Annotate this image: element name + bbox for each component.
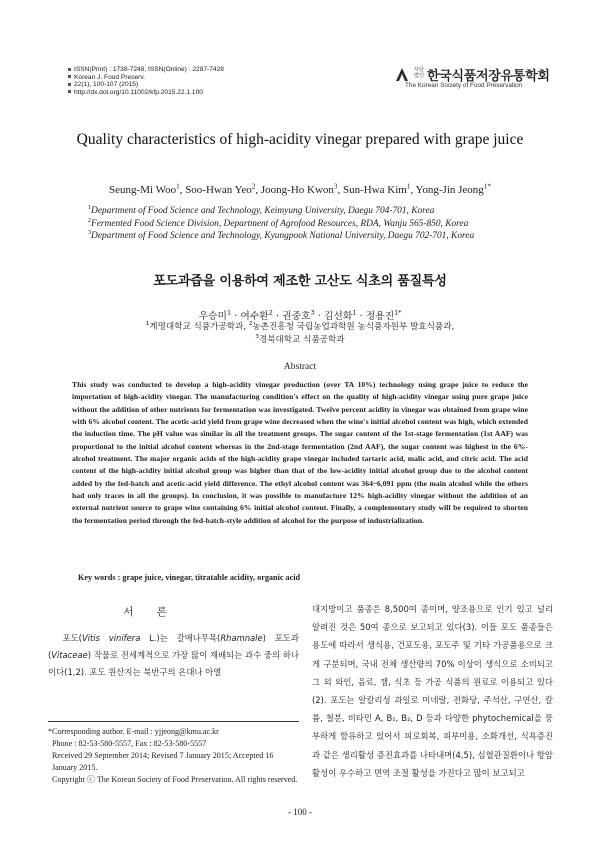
affiliations-en bbox=[88, 205, 548, 243]
journal-meta-line: Korean J. Food Preserv. bbox=[68, 74, 328, 82]
footnote-received: Received 29 September 2014; Revised 7 January 2015; Accepted 16 January 2015. bbox=[52, 751, 274, 772]
section-heading-intro: 서 론 bbox=[123, 606, 177, 618]
intro-right-column: 대지방이고 품종은 8,500여 종이며, 양조용으로 인기 있고 널리 알려진 것은 50여 종으로 보고되고 있다(3). 이들 포도 품종들은 용도에 따라서 생식용, 건포도용, 포도주 및 기타 가공품용으로 크게 구분되며, 국내 전체 생산량의 70% 이상이 생식으로 소비되고 그 외 와인, 음료, 잼, 식초 등 가공 식품의 원료로 이용되고 있다(2). 포도는 알칼리성 과일로 미네랄, 전화당, 주석산, 구연산, 칼륨, 철분, 비타민 A, B₁, B₂, D 등과 다양한 phytochemical을 풍부하게 함유하고 있어서 피로회복, 피부미용, 소화개선, 식욕증진과 같은 생리활성 증진효과를 나타내며(4,5), 심혈관질환이나 항암활성이 우수하고 면역 조절 활성을 가진다고 많이 보고되고 bbox=[312, 604, 553, 778]
footnote bbox=[48, 726, 299, 786]
affiliation-line-kr: $^3$경북대학교 식품공학과 bbox=[255, 333, 345, 345]
footnote-phone: Phone : 82-53-580-5557, Fax : 82-53-580-5557 bbox=[52, 739, 207, 748]
author-name: Seung-Mi Woo bbox=[109, 184, 177, 196]
paper-title-en: Quality characteristics of high-acidity vinegar prepared with grape juice bbox=[76, 131, 524, 148]
page-number: - 100 - bbox=[288, 807, 312, 817]
author-name: Joong-Ho Kwon bbox=[260, 184, 334, 196]
affiliation-line: $^2$Fermented Food Science Division, Department of Agrofood Resources, RDA, Wanju 565-850, Korea bbox=[88, 217, 469, 229]
journal-meta-line: 22(1), 100-107 (2015) bbox=[68, 81, 328, 89]
author-name: Soo-Hwan Yeo bbox=[185, 184, 252, 196]
abstract-body: This study was conducted to develop a high-acidity vinegar production (over TA 10%) technology using grape juice to reduce the importation of high-acidity vinegar. The manufacturing condition's effect on the quality of high-acidity vinegar using pure grape juice without the addition of other nutrients for fermentation was investigated. Twelve percent acidity in vinegar was obtained from grape wine with 6% alcohol content. The acetic-acid yield from grape wine decreased when the wine's initial alcohol content was high, which extended the induction time. The pH value was similar in all the treatment groups. The sugar content of the 1st-stage fermentation (1st AAF) was proportional to the initial alcohol content whereas in the 2nd-stage fermentation (2nd AAF), the sugar content was highest in the 6%-alcohol treatment. The major organic acids of the high-acidity grape vinegar included tartaric acid, malic acid, and citric acid. The acid content of the high-acidity initial alcohol group was higher than that of the low-acidity initial alcohol group due to the alcohol content added by the fed-batch and acetic-acid yield difference. The ethyl alcohol content was 364~6,091 ppm (the main alcohol while the others had only traces in all the groups). In conclusion, it was possible to manufacture 12% high-acidity vinegar without the addition of an external nutrient source to grape wine containing 6% initial alcohol content. Finally, a complementary study will be required to shorten the fermentation period through the fed-batch-style addition of alcohol for the purpose of industrialization. bbox=[72, 380, 528, 525]
footnote-copyright: Copyright ⓒ The Korean Society of Food Preservation. All rights reserved. bbox=[52, 775, 298, 784]
author-name-kr: 권중호 bbox=[282, 311, 311, 322]
paper-title-kr: 포도과즙을 이용하여 제조한 고산도 식초의 품질특성 bbox=[153, 274, 447, 289]
journal-meta-line: http://dx.doi.org/10.11002/kfp.2015.22.1.100 bbox=[68, 89, 328, 97]
affiliation-line: $^3$Department of Food Science and Technology, Kyungpook National University, Daegu 702-701, Korea bbox=[88, 229, 475, 241]
footnote-divider bbox=[48, 721, 299, 722]
abstract-heading: Abstract bbox=[283, 362, 317, 372]
society-name-en: The Korean Society of Food Preservation bbox=[405, 82, 523, 89]
author-name: Yong-Jin Jeong bbox=[415, 184, 484, 196]
journal-meta-line: ISSN(Print) : 1738-7248, ISSN(Online) : 2287-7428 bbox=[68, 66, 328, 74]
affiliations-kr bbox=[90, 321, 510, 346]
author-name-kr: 김선화 bbox=[323, 311, 353, 322]
author-name-kr: 여수환 bbox=[240, 311, 269, 322]
keywords-list: grape juice, vinegar, titratable acidity, organic acid bbox=[122, 573, 301, 582]
intro-left-column: 포도(Vitis vinifera L.)는 갈매나무목(Rhamnale) 포도과(Vitaceae) 작물로 전세계적으로 가장 많이 재배되는 과수 중의 하나이다(1,2). 포도 원산지는 북반구의 온대나 아열 bbox=[48, 633, 299, 677]
society-logo bbox=[393, 64, 553, 94]
keywords-label: Key words : bbox=[78, 573, 121, 582]
affiliation-line-kr: $^1$계명대학교 식품가공학과, $^2$농촌진흥청 국립농업과학원 농식품자원부 발효식품과, bbox=[145, 321, 455, 332]
affiliation-line: $^1$Department of Food Science and Technology, Keimyung University, Daegu 704-701, Korea bbox=[88, 204, 435, 216]
journal-meta bbox=[68, 66, 328, 96]
author-name-kr: 우승미 bbox=[198, 311, 227, 322]
author-name: Sun-Hwa Kim bbox=[343, 184, 407, 196]
footnote-corresponding: *Corresponding author. E-mail : yjjeong@kmu.ac.kr bbox=[48, 727, 219, 736]
author-name-kr: 정용진 bbox=[365, 311, 395, 322]
society-prefix: 사단법인 bbox=[413, 67, 425, 79]
authors-en: Seung-Mi Woo$^1$, Soo-Hwan Yeo$^2$, Joong-Ho Kwon$^3$, Sun-Hwa Kim$^1$, Yong-Jin Jeong$^{1*}$ bbox=[109, 182, 491, 196]
keywords bbox=[78, 573, 518, 582]
society-name-kr: 한국식품저장유통학회 bbox=[427, 69, 550, 84]
authors-kr: 우승미$^1$ · 여수환$^2$ · 권중호$^3$ · 김선화$^1$ · 정용진$^{1*}$ bbox=[198, 308, 402, 322]
